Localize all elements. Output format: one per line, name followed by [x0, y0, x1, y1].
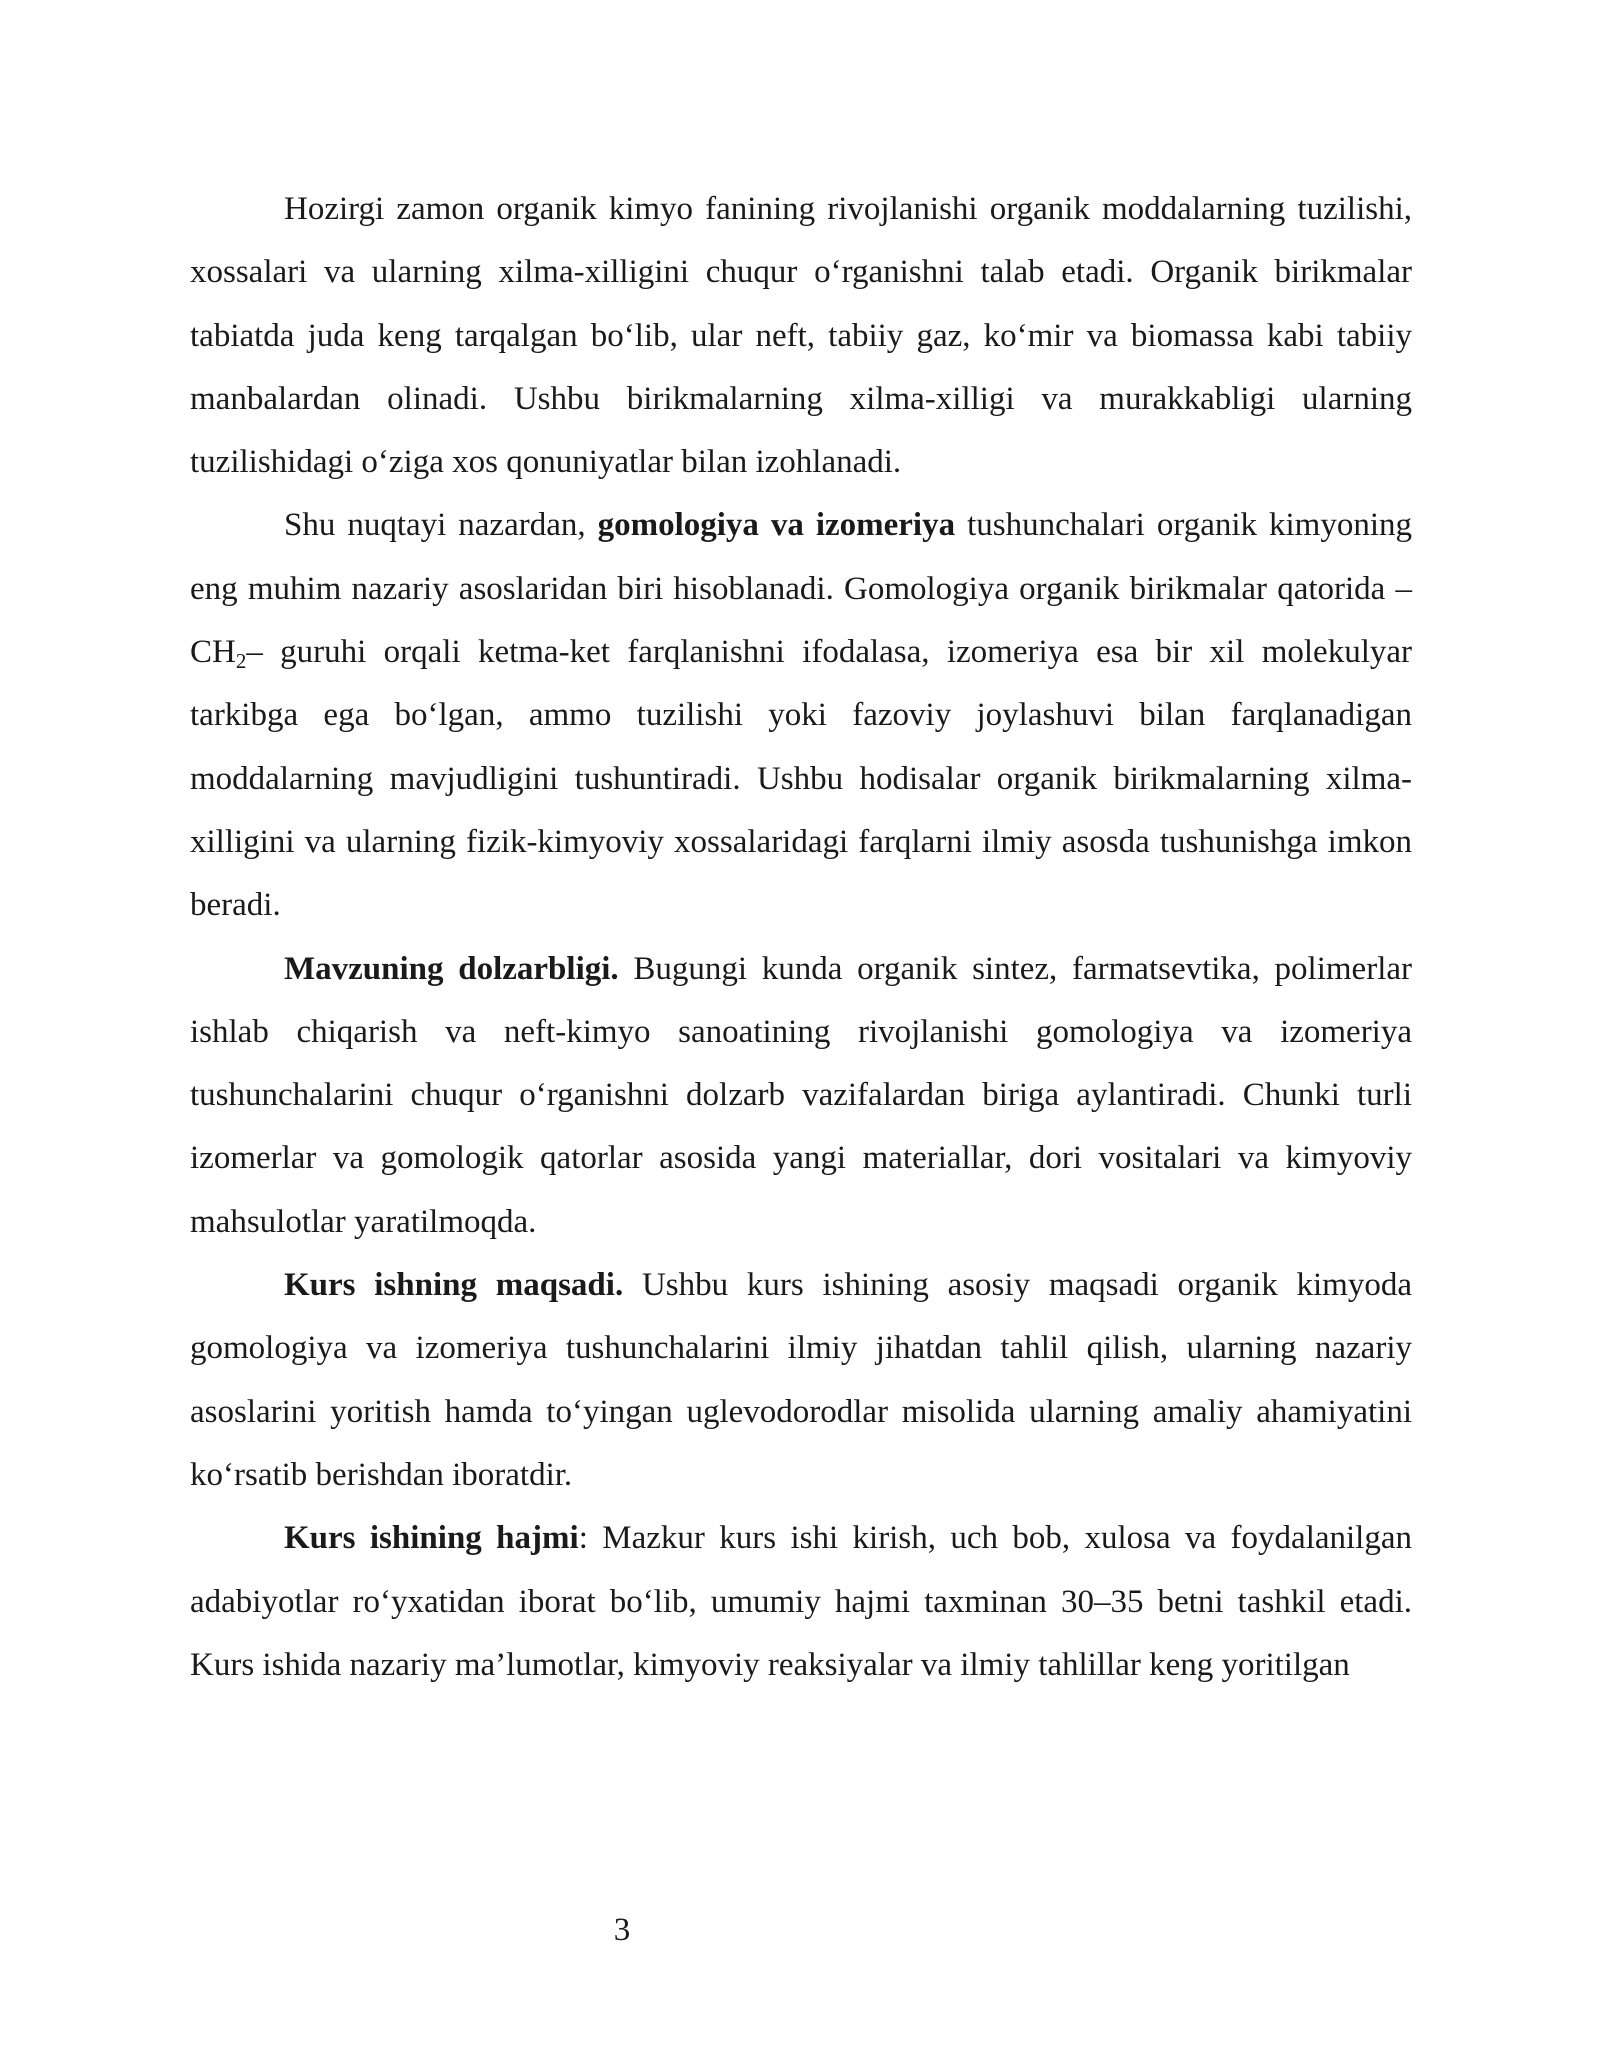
paragraph-lead: Shu nuqtayi nazardan, [284, 507, 598, 544]
paragraph-text: – guruhi orqali ketma-ket farqlanishni ifodalasa, izomeriya esa bir xil molekulyar tarkibga ega bo‘lgan, ammo tuzilishi yoki fazoviy joylashuvi bilan farqlanadigan moddalarning mavjudligini tushuntiradi. Ushbu hodisalar organik birikmalarning xilma-xilligini va ularning fizik-kimyoviy xossalaridagi farqlarni ilmiy asosda tushunishga imkon beradi. [190, 634, 1412, 924]
body-text [190, 178, 1412, 1697]
paragraph-text: tushunchalari organik kimyoning eng muhim nazariy asoslaridan biri hisoblanadi. Gomologiya organik birikmalar qatorida –CH [190, 507, 1413, 671]
section-heading: Mavzuning dolzarbligi. [284, 950, 619, 987]
paragraph-intro [190, 178, 1412, 494]
section-heading: Kurs ishining hajmi [284, 1520, 579, 1557]
paragraph-relevance [190, 938, 1412, 1254]
bold-term: gomologiya va izomeriya [597, 507, 956, 544]
paragraph-text: Ushbu kurs ishining asosiy maqsadi organik kimyoda gomologiya va izomeriya tushunchalarini ilmiy jihatdan tahlil qilish, ularning nazariy asoslarini yoritish hamda to‘yingan uglevodorodlar misolida ularning amaliy ahamiyatini ko‘rsatib berishdan iboratdir. [190, 1267, 1412, 1493]
paragraph-text: Hozirgi zamon organik kimyo fanining rivojlanishi organik moddalarning tuzilishi, xossalari va ularning xilma-xilligini chuqur o‘rganishni talab etadi. Organik birikmalar tabiatda juda keng tarqalgan bo‘lib, ular neft, tabiiy gaz, ko‘mir va biomassa kabi tabiiy manbalardan olinadi. Ushbu birikmalarning xilma-xilligi va murakkabligi ularning tuzilishidagi o‘ziga xos qonuniyatlar bilan izohlanadi. [190, 191, 1412, 481]
paragraph-homology-isomerism [190, 494, 1412, 937]
paragraph-goal [190, 1254, 1412, 1507]
formula-subscript: 2 [235, 649, 247, 674]
paragraph-volume [190, 1507, 1412, 1697]
page-number: 3 [613, 1912, 631, 1948]
section-heading: Kurs ishning maqsadi. [284, 1267, 624, 1304]
paragraph-text: Bugungi kunda organik sintez, farmatsevtika, polimerlar ishlab chiqarish va neft-kimyo sanoatining rivojlanishi gomologiya va izomeriya tushunchalarini chuqur o‘rganishni dolzarb vazifalardan biriga aylantiradi. Chunki turli izomerlar va gomologik qatorlar asosida yangi materiallar, dori vositalari va kimyoviy mahsulotlar yaratilmoqda. [190, 950, 1412, 1240]
paragraph-text: : Mazkur kurs ishi kirish, uch bob, xulosa va foydalanilgan adabiyotlar ro‘yxatidan iborat bo‘lib, umumiy hajmi taxminan 30–35 betni tashkil etadi. Kurs ishida nazariy ma’lumotlar, kimyoviy reaksiyalar va ilmiy tahlillar keng yoritilgan [190, 1520, 1412, 1683]
